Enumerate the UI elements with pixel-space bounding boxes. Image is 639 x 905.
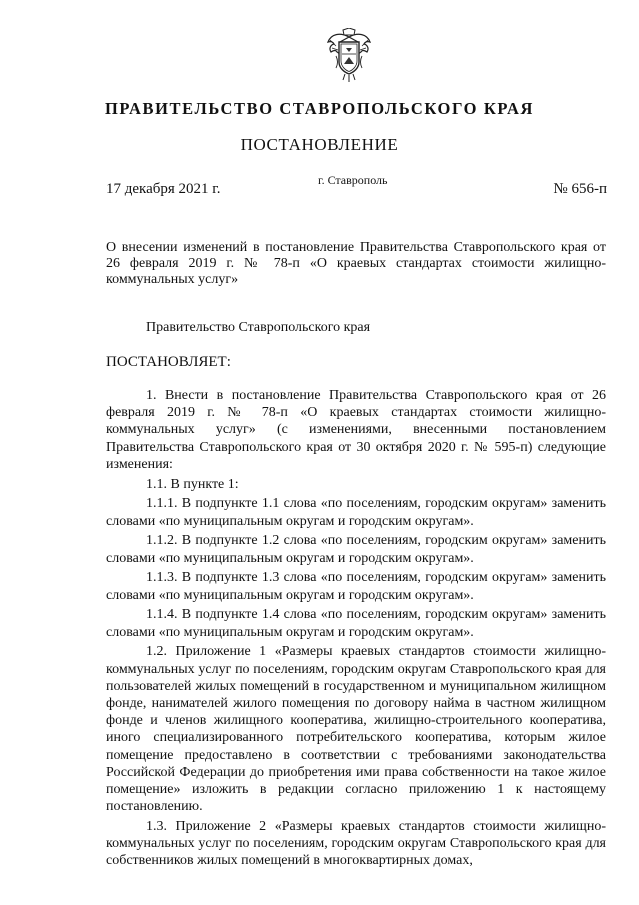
document-city: г. Ставрополь: [318, 173, 388, 187]
document-subject: О внесении изменений в постановление Правительства Ставропольского края от 26 февраля 2019 г. № 78-п «О краевых стандартах стоимости жилищно-коммунальных услуг»: [106, 240, 606, 287]
paragraph: 1. Внести в постановление Правительства Ставропольского края от 26 февраля 2019 г. № 78-п «О краевых стандартах стоимости жилищно-коммунальных услуг» (с изменениями, внесенными постановлением Правительства Ставропольского края от 30 октября 2020 г. № 595-п) следующие изменения:: [106, 388, 606, 472]
document-number: № 656-п: [553, 181, 607, 197]
document-type: ПОСТАНОВЛЕНИЕ: [240, 135, 399, 154]
paragraph: 1.1.4. В подпункте 1.4 слова «по поселениям, городским округам» заменить словами «по муниципальным округам и городским округам».: [106, 607, 606, 640]
paragraph: 1.1.1. В подпункте 1.1 слова «по поселениям, городским округам» заменить словами «по муниципальным округам и городским округам».: [106, 496, 606, 529]
paragraph: 1.3. Приложение 2 «Размеры краевых стандартов стоимости жилищно-коммунальных услуг по поселениям, городским округам Ставропольского края для собственников жилых помещений в многоквартирных домах,: [106, 819, 606, 869]
paragraph: 1.1.3. В подпункте 1.3 слова «по поселениям, городским округам» заменить словами «по муниципальным округам и городским округам».: [106, 570, 606, 603]
paragraph: 1.1. В пункте 1:: [146, 476, 239, 492]
government-title: ПРАВИТЕЛЬСТВО СТАВРОПОЛЬСКОГО КРАЯ: [104, 99, 535, 118]
intro-line: Правительство Ставропольского края: [146, 320, 371, 335]
document-body: [106, 387, 606, 870]
paragraph: 1.1.2. В подпункте 1.2 слова «по поселениям, городским округам» заменить словами «по муниципальным округам и городским округам».: [106, 533, 606, 566]
stavropol-coat-of-arms-icon: [326, 28, 372, 84]
resolves-heading: ПОСТАНОВЛЯЕТ:: [106, 354, 231, 370]
document-date: 17 декабря 2021 г.: [106, 181, 221, 197]
paragraph: 1.2. Приложение 1 «Размеры краевых стандартов стоимости жилищно-коммунальных услуг по поселениям, городским округам Ставропольского края для пользователей жилых помещений в государственном и муниципальном жилищном фонде, нанимателей жилого помещения по договору найма в частном жилищном фонде и членов жилищного кооператива, жилищно-строительного кооператива, иного специализированного потребительского кооператива, которым жилое помещение предоставлено в соответствии с требованиями законодательства Российской Федерации до приобретения ими права собственности на такое жилое помещение» изложить в редакции согласно приложению 1 к настоящему постановлению.: [106, 644, 606, 815]
